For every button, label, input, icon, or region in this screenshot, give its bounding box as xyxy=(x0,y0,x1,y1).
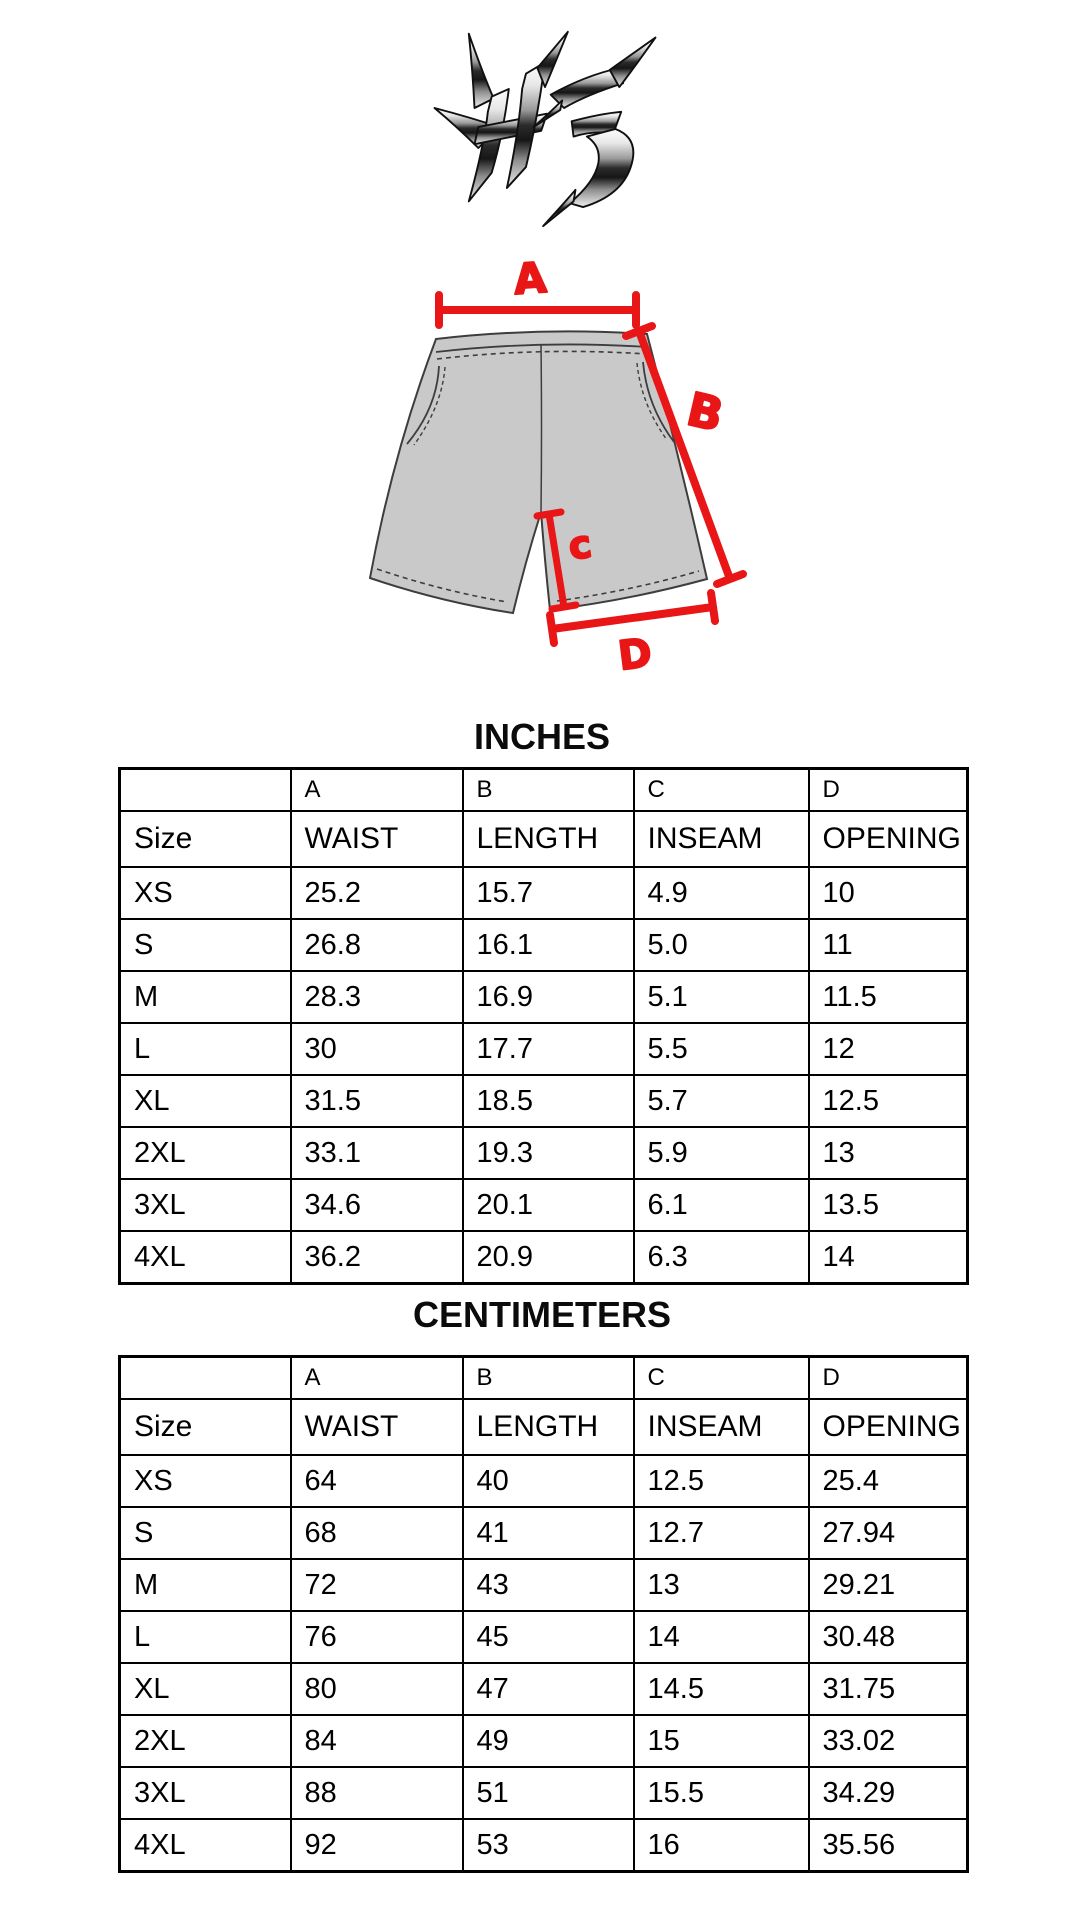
size-cell: XS xyxy=(120,1455,291,1507)
column-header-cell: OPENING xyxy=(809,811,968,867)
value-cell: 12.5 xyxy=(634,1455,809,1507)
value-cell: 30.48 xyxy=(809,1611,968,1663)
value-cell: 45 xyxy=(463,1611,634,1663)
value-cell: 15.5 xyxy=(634,1767,809,1819)
column-header-row xyxy=(120,811,968,867)
size-row xyxy=(120,1559,968,1611)
value-cell: 41 xyxy=(463,1507,634,1559)
value-cell: 31.75 xyxy=(809,1663,968,1715)
value-cell: 11.5 xyxy=(809,971,968,1023)
value-cell: 53 xyxy=(463,1819,634,1872)
centimeters-title: CENTIMETERS xyxy=(412,1294,671,1335)
size-row xyxy=(120,1715,968,1767)
value-cell: 6.3 xyxy=(634,1231,809,1284)
size-cell: S xyxy=(120,919,291,971)
value-cell: 20.9 xyxy=(463,1231,634,1284)
value-cell: 35.56 xyxy=(809,1819,968,1872)
value-cell: 68 xyxy=(291,1507,463,1559)
size-cell: S xyxy=(120,1507,291,1559)
size-row xyxy=(120,1819,968,1872)
value-cell: 5.0 xyxy=(634,919,809,971)
value-cell: 16.1 xyxy=(463,919,634,971)
size-row xyxy=(120,1075,968,1127)
column-header-cell: Size xyxy=(120,811,291,867)
letter-header-row xyxy=(120,769,968,812)
value-cell: 14 xyxy=(809,1231,968,1284)
center-seam xyxy=(541,344,542,512)
letter-header-cell: A xyxy=(291,1357,463,1400)
letter-header-cell: A xyxy=(291,769,463,812)
size-row xyxy=(120,1231,968,1284)
size-cell: 4XL xyxy=(120,1231,291,1284)
diagram-label-d: D xyxy=(615,630,655,680)
value-cell: 11 xyxy=(809,919,968,971)
value-cell: 13 xyxy=(809,1127,968,1179)
value-cell: 51 xyxy=(463,1767,634,1819)
letter-header-cell: D xyxy=(809,1357,968,1400)
value-cell: 13.5 xyxy=(809,1179,968,1231)
value-cell: 18.5 xyxy=(463,1075,634,1127)
value-cell: 28.3 xyxy=(291,971,463,1023)
value-cell: 88 xyxy=(291,1767,463,1819)
diagram-label-a: A xyxy=(512,252,548,305)
size-cell: L xyxy=(120,1023,291,1075)
value-cell: 33.02 xyxy=(809,1715,968,1767)
column-header-row xyxy=(120,1399,968,1455)
value-cell: 14 xyxy=(634,1611,809,1663)
letter-header-cell: C xyxy=(634,1357,809,1400)
letter-header-cell xyxy=(120,769,291,812)
value-cell: 12.5 xyxy=(809,1075,968,1127)
value-cell: 26.8 xyxy=(291,919,463,971)
value-cell: 17.7 xyxy=(463,1023,634,1075)
value-cell: 29.21 xyxy=(809,1559,968,1611)
value-cell: 13 xyxy=(634,1559,809,1611)
value-cell: 12 xyxy=(809,1023,968,1075)
value-cell: 92 xyxy=(291,1819,463,1872)
logo-spike-topleft xyxy=(469,34,494,108)
logo-3-top-spike xyxy=(610,38,656,88)
value-cell: 47 xyxy=(463,1663,634,1715)
size-cell: XL xyxy=(120,1075,291,1127)
value-cell: 25.2 xyxy=(291,867,463,919)
value-cell: 4.9 xyxy=(634,867,809,919)
letter-header-cell: B xyxy=(463,1357,634,1400)
size-cell: XL xyxy=(120,1663,291,1715)
value-cell: 5.1 xyxy=(634,971,809,1023)
value-cell: 84 xyxy=(291,1715,463,1767)
value-cell: 27.94 xyxy=(809,1507,968,1559)
column-header-cell: WAIST xyxy=(291,1399,463,1455)
value-cell: 43 xyxy=(463,1559,634,1611)
value-cell: 5.5 xyxy=(634,1023,809,1075)
value-cell: 20.1 xyxy=(463,1179,634,1231)
value-cell: 15 xyxy=(634,1715,809,1767)
inches-size-table xyxy=(118,767,969,1285)
value-cell: 19.3 xyxy=(463,1127,634,1179)
diagram-label-c: c xyxy=(565,521,595,569)
value-cell: 72 xyxy=(291,1559,463,1611)
value-cell: 76 xyxy=(291,1611,463,1663)
value-cell: 5.9 xyxy=(634,1127,809,1179)
size-row xyxy=(120,1127,968,1179)
size-cell: 4XL xyxy=(120,1819,291,1872)
value-cell: 49 xyxy=(463,1715,634,1767)
diagram-label-b: B xyxy=(682,381,729,443)
size-row xyxy=(120,1507,968,1559)
column-header-cell: WAIST xyxy=(291,811,463,867)
column-header-cell: INSEAM xyxy=(634,1399,809,1455)
value-cell: 80 xyxy=(291,1663,463,1715)
column-header-cell: Size xyxy=(120,1399,291,1455)
letter-header-cell: C xyxy=(634,769,809,812)
size-row xyxy=(120,1611,968,1663)
value-cell: 31.5 xyxy=(291,1075,463,1127)
letter-header-cell: B xyxy=(463,769,634,812)
size-cell: M xyxy=(120,1559,291,1611)
size-row xyxy=(120,867,968,919)
value-cell: 30 xyxy=(291,1023,463,1075)
value-cell: 34.6 xyxy=(291,1179,463,1231)
size-cell: M xyxy=(120,971,291,1023)
value-cell: 16 xyxy=(634,1819,809,1872)
column-header-cell: LENGTH xyxy=(463,811,634,867)
value-cell: 33.1 xyxy=(291,1127,463,1179)
size-cell: 2XL xyxy=(120,1127,291,1179)
inches-title: INCHES xyxy=(473,716,611,757)
size-cell: L xyxy=(120,1611,291,1663)
centimeters-size-table xyxy=(118,1355,969,1873)
size-row xyxy=(120,1179,968,1231)
value-cell: 16.9 xyxy=(463,971,634,1023)
size-row xyxy=(120,1455,968,1507)
size-cell: 3XL xyxy=(120,1767,291,1819)
size-row xyxy=(120,971,968,1023)
column-header-cell: OPENING xyxy=(809,1399,968,1455)
shorts-measurement-diagram xyxy=(335,248,775,688)
size-cell: 3XL xyxy=(120,1179,291,1231)
value-cell: 36.2 xyxy=(291,1231,463,1284)
logo-glyphs xyxy=(435,32,656,226)
value-cell: 34.29 xyxy=(809,1767,968,1819)
logo-3-bottom-spike xyxy=(543,190,575,226)
logo-h-top-spike xyxy=(537,32,567,87)
value-cell: 5.7 xyxy=(634,1075,809,1127)
size-row xyxy=(120,1663,968,1715)
size-row xyxy=(120,1767,968,1819)
value-cell: 40 xyxy=(463,1455,634,1507)
size-cell: 2XL xyxy=(120,1715,291,1767)
value-cell: 10 xyxy=(809,867,968,919)
value-cell: 15.7 xyxy=(463,867,634,919)
size-row xyxy=(120,919,968,971)
column-header-cell: INSEAM xyxy=(634,811,809,867)
value-cell: 6.1 xyxy=(634,1179,809,1231)
letter-header-row xyxy=(120,1357,968,1400)
letter-header-cell xyxy=(120,1357,291,1400)
logo-3-bowl xyxy=(570,129,634,207)
letter-header-cell: D xyxy=(809,769,968,812)
value-cell: 14.5 xyxy=(634,1663,809,1715)
column-header-cell: LENGTH xyxy=(463,1399,634,1455)
size-cell: XS xyxy=(120,867,291,919)
h3-logo-icon xyxy=(429,28,661,228)
size-row xyxy=(120,1023,968,1075)
value-cell: 64 xyxy=(291,1455,463,1507)
value-cell: 12.7 xyxy=(634,1507,809,1559)
value-cell: 25.4 xyxy=(809,1455,968,1507)
